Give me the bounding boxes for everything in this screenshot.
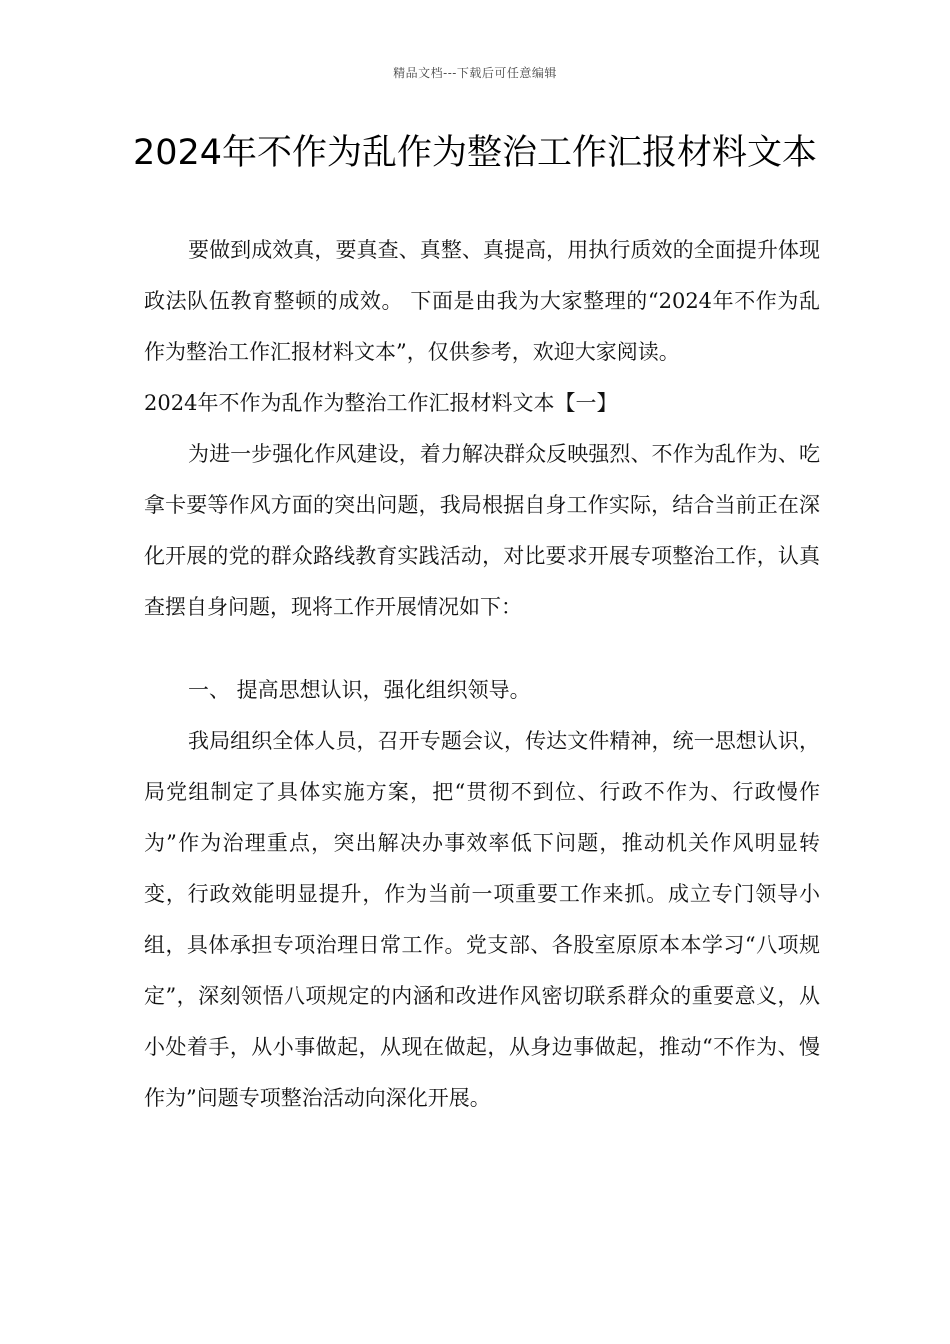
paragraph-1: 为进一步强化作风建设，着力解决群众反映强烈、不作为乱作为、吃拿卡要等作风方面的突出问题，我局根据自身工作实际，结合当前正在深化开展的党的群众路线教育实践活动，对比要求开展专项整治工作，认真查摆自身问题，现将工作开展情况如下： [144, 442, 820, 619]
heading-1: 一、 提高思想认识，强化组织领导。 [188, 678, 531, 702]
header-note: 精品文档---下载后可任意编辑 [393, 66, 557, 80]
paragraph-2: 我局组织全体人员，召开专题会议，传达文件精神，统一思想认识，局党组制定了具体实施方案，把“贯彻不到位、行政不作为、行政慢作为”作为治理重点，突出解决办事效率低下问题，推动机关作风明显转变，行政效能明显提升，作为当前一项重要工作来抓。成立专门领导小组，具体承担专项治理日常工作。党支部、各股室原原本本学习“八项规定”，深刻领悟八项规定的内涵和改进作风密切联系群众的重要意义，从小处着手，从小事做起，从现在做起，从身边事做起，推动“不作为、慢作为”问题专项整治活动向深化开展。 [144, 729, 820, 1110]
document-body [144, 225, 820, 1124]
document-title: 2024年不作为乱作为整治工作汇报材料文本 [132, 133, 818, 173]
section-title: 2024年不作为乱作为整治工作汇报材料文本【一】 [144, 391, 618, 415]
spacer [144, 633, 820, 665]
intro-paragraph: 要做到成效真，要真查、真整、真提高，用执行质效的全面提升体现政法队伍教育整顿的成效。 下面是由我为大家整理的“2024年不作为乱作为整治工作汇报材料文本”，仅供参考，欢迎大家阅读。 [144, 238, 820, 364]
